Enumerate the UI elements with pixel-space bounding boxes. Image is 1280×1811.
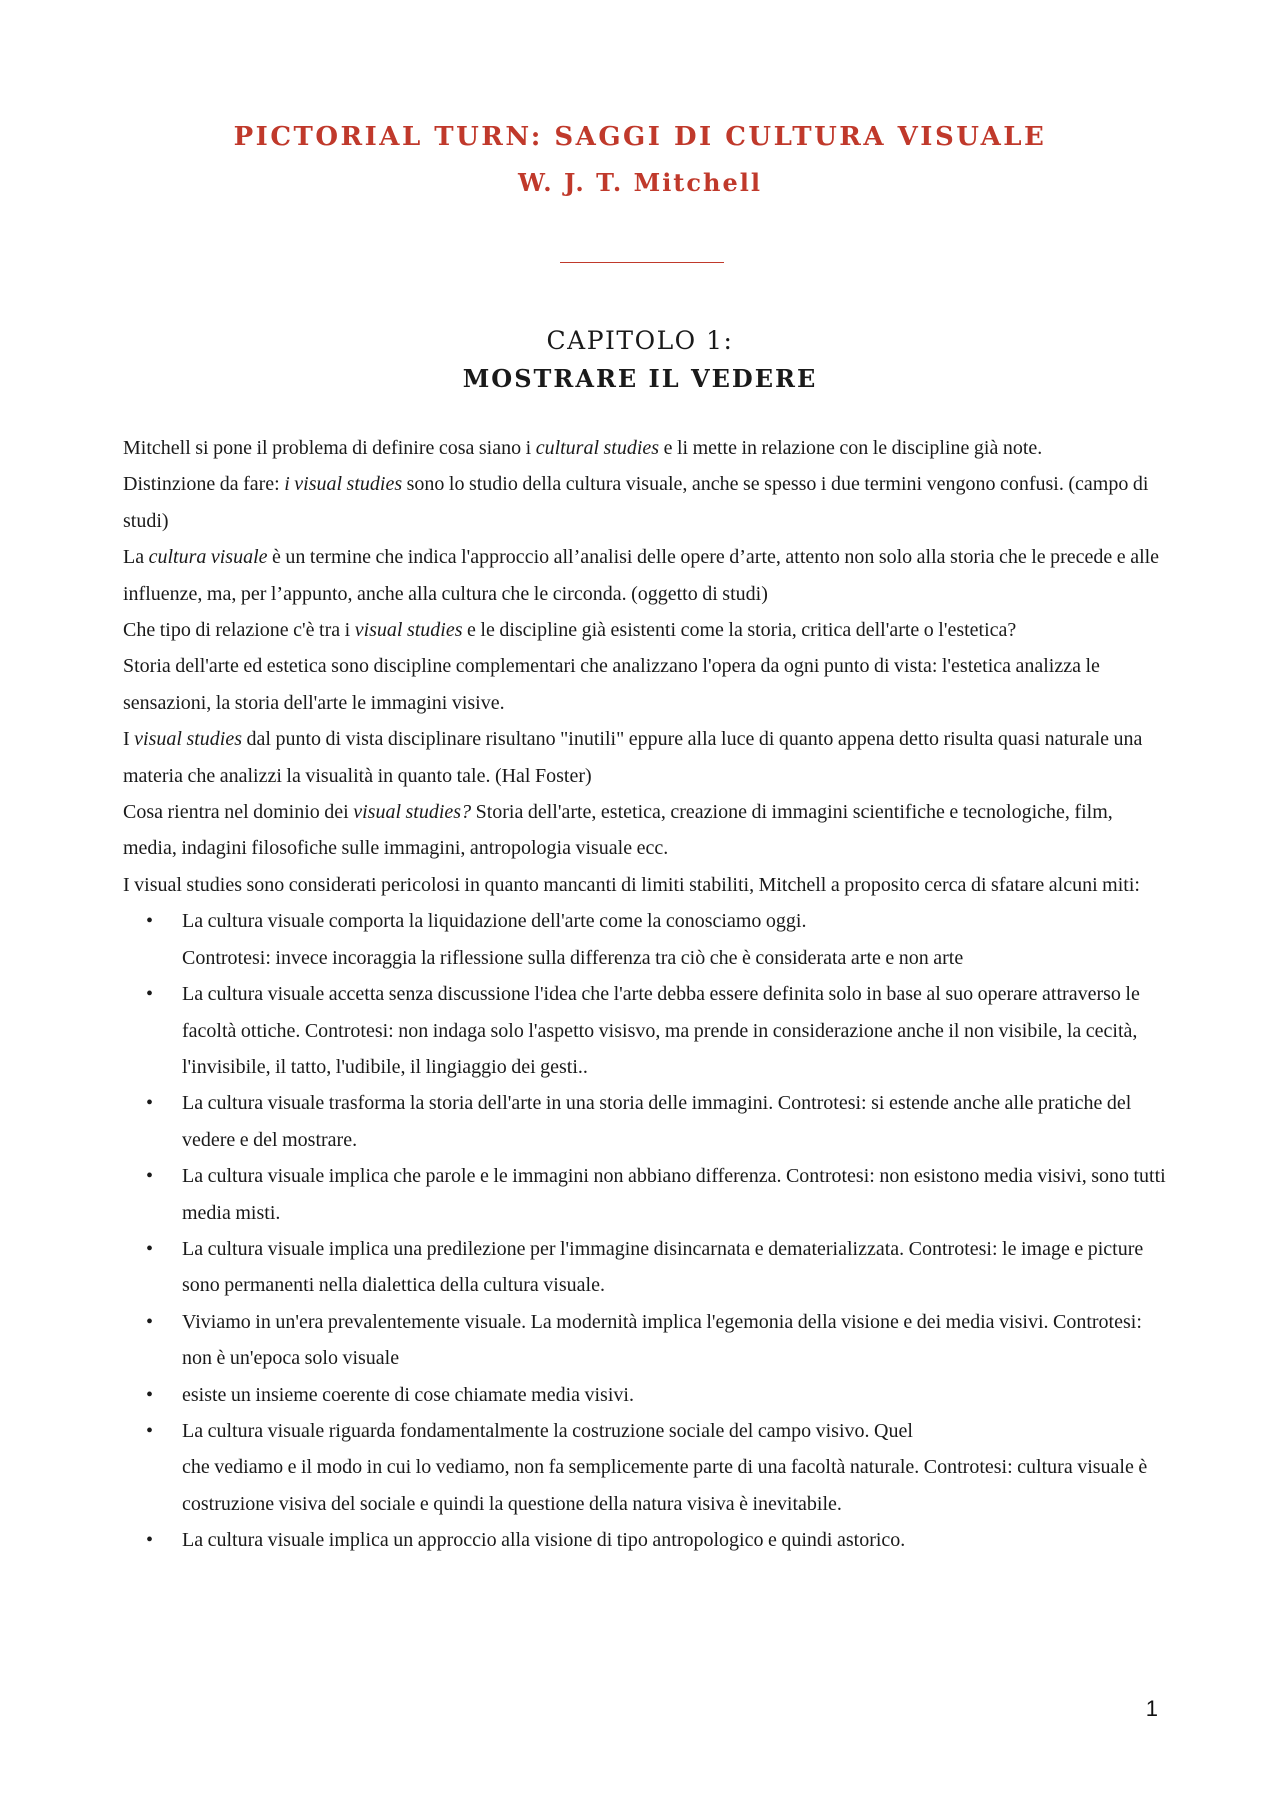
bullet-icon: • [146,1310,154,1333]
bullet-icon: • [146,1092,154,1115]
paragraph: Storia dell'arte ed estetica sono discipline complementari che analizzano l'opera da ogni punto di vista: l'estetica analizza le sensazioni, la storia dell'arte le immagini visive. [123,655,1100,714]
title-divider [560,262,724,263]
bullet-icon: • [146,1419,154,1442]
bullet-icon: • [146,1529,154,1552]
list-item: • La cultura visuale implica un approccio alla visione di tipo antropologico e quindi astorico. [123,1522,1168,1558]
book-title: PICTORIAL TURN: SAGGI DI CULTURA VISUALE [233,122,1047,152]
paragraph: Mitchell si pone il problema di definire cosa siano i cultural studies e li mette in relazione con le discipline già note. [123,437,1043,459]
bullet-icon: • [146,1165,154,1188]
bullet-icon: • [146,1237,154,1260]
list-item: • Viviamo in un'era prevalentemente visuale. La modernità implica l'egemonia della visione e dei media visivi. Controtesi: non è un'epoca solo visuale [123,1304,1168,1377]
paragraph: I visual studies sono considerati pericolosi in quanto mancanti di limiti stabiliti, Mitchell a proposito cerca di sfatare alcuni miti: [123,873,1140,896]
list-item: • La cultura visuale riguarda fondamentalmente la costruzione sociale del campo visivo. Quel che vediamo e il modo in cui lo vediamo, non fa semplicemente parte di una facoltà naturale. Controtesi: cultura visuale è costruzione visiva del sociale e quindi la questione della natura visiva è inevitabile. [123,1413,1168,1522]
list-item: • esiste un insieme coerente di cose chiamate media visivi. [123,1377,1168,1413]
chapter-title: MOSTRARE IL VEDERE [462,364,818,393]
paragraph: La cultura visuale è un termine che indica l'approccio all’analisi delle opere d’arte, attento non solo alla storia che le precede e alle influenze, ma, per l’appunto, anche alla cultura che le circonda. (oggetto di studi) [123,546,1160,605]
book-author: W. J. T. Mitchell [518,168,762,197]
bullet-icon: • [146,983,154,1006]
body-text [123,430,1168,1559]
chapter-number: CAPITOLO 1: [546,326,734,355]
bullet-icon: • [146,1383,154,1406]
list-item: • La cultura visuale implica che parole e le immagini non abbiano differenza. Controtesi: non esistono media visivi, sono tutti media misti. [123,1158,1168,1231]
myths-list [123,903,1168,1558]
list-item: • La cultura visuale trasforma la storia dell'arte in una storia delle immagini. Controtesi: si estende anche alle pratiche del vedere e del mostrare. [123,1085,1168,1158]
list-item: • La cultura visuale implica una predilezione per l'immagine disincarnata e dematerializzata. Controtesi: le image e picture sono permanenti nella dialettica della cultura visuale. [123,1231,1168,1304]
paragraph: Distinzione da fare: i visual studies sono lo studio della cultura visuale, anche se spesso i due termini vengono confusi. (campo di studi) [123,473,1149,532]
paragraph: Cosa rientra nel dominio dei visual studies? Storia dell'arte, estetica, creazione di immagini scientifiche e tecnologiche, film, media, indagini filosofiche sulle immagini, antropologia visuale ecc. [123,801,1113,860]
list-item: • La cultura visuale comporta la liquidazione dell'arte come la conosciamo oggi. Controtesi: invece incoraggia la riflessione sulla differenza tra ciò che è considerata arte e non arte [123,903,1168,976]
list-item: • La cultura visuale accetta senza discussione l'idea che l'arte debba essere definita solo in base al suo operare attraverso le facoltà ottiche. Controtesi: non indaga solo l'aspetto visisvo, ma prende in considerazione anche il non visibile, la cecità, l'invisibile, il tatto, l'udibile, il lingiaggio dei gesti.. [123,976,1168,1085]
bullet-icon: • [146,910,154,933]
page-number: 1 [1145,1696,1158,1721]
paragraph: Che tipo di relazione c'è tra i visual studies e le discipline già esistenti come la storia, critica dell'arte o l'estetica? [123,619,1017,642]
paragraph: I visual studies dal punto di vista disciplinare risultano "inutili" eppure alla luce di quanto appena detto risulta quasi naturale una materia che analizzi la visualità in quanto tale. (Hal Foster) [123,728,1143,787]
